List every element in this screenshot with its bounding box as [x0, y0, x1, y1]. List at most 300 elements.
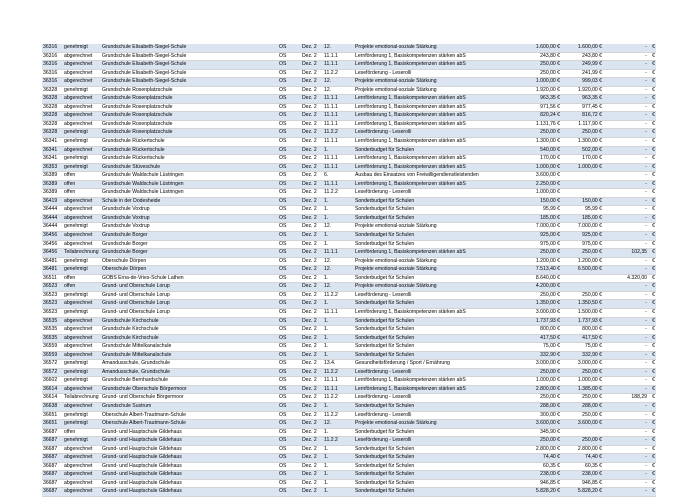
row-measure: Projekte emotional-soziale Stärkung: [354, 78, 502, 87]
funding-table: [42, 44, 656, 497]
row-measure: Sonderbudget für Schulen: [354, 471, 502, 480]
row-paid: -: [603, 78, 648, 87]
row-code: 11.2.2: [323, 368, 354, 377]
row-approved: 963,35 €: [561, 95, 603, 104]
row-status: abgerechnet: [63, 206, 101, 215]
row-type: OS: [278, 454, 301, 463]
row-requested: 250,00 €: [502, 61, 561, 70]
row-approved: 250,00 €: [561, 368, 603, 377]
row-month: Dez. 2: [301, 138, 323, 147]
row-month: Dez. 2: [301, 112, 323, 121]
row-status: abgerechnet: [63, 488, 101, 497]
row-approved: 2.800,00 €: [561, 445, 603, 454]
row-paid: -: [603, 69, 648, 78]
table-row: [42, 428, 656, 437]
row-type: OS: [278, 377, 301, 386]
row-currency: €: [648, 206, 656, 215]
row-id: 36353: [42, 163, 63, 172]
row-code: 1.: [323, 232, 354, 241]
row-status: offen: [63, 283, 101, 292]
row-requested: 1.300,00 €: [502, 138, 561, 147]
row-type: OS: [278, 283, 301, 292]
row-currency: €: [648, 52, 656, 61]
row-requested: 1.000,00 €: [502, 377, 561, 386]
row-status: Teilabrechnung: [63, 249, 101, 258]
table-row: [42, 44, 656, 52]
row-code: 12.: [323, 257, 354, 266]
row-currency: €: [648, 445, 656, 454]
row-code: 11.1.1: [323, 61, 354, 70]
row-status: abgerechnet: [63, 95, 101, 104]
row-id: 36316: [42, 44, 63, 52]
row-id: 36316: [42, 52, 63, 61]
row-month: Dez. 2: [301, 385, 323, 394]
row-id: 36523: [42, 300, 63, 309]
row-approved: 417,50 €: [561, 334, 603, 343]
row-approved: 1.350,50 €: [561, 300, 603, 309]
row-requested: 971,56 €: [502, 103, 561, 112]
row-type: OS: [278, 274, 301, 283]
row-currency: €: [648, 44, 656, 52]
row-requested: 975,00 €: [502, 240, 561, 249]
row-currency: €: [648, 300, 656, 309]
table-row: [42, 326, 656, 335]
row-measure: Sonderbudget für Schulen: [354, 462, 502, 471]
row-paid: -: [603, 437, 648, 446]
row-school: Amandusschule, Grundschule: [101, 360, 278, 369]
row-id: 36444: [42, 214, 63, 223]
row-month: Dez. 2: [301, 291, 323, 300]
row-month: Dez. 2: [301, 360, 323, 369]
row-id: 36328: [42, 112, 63, 121]
row-id: 36389: [42, 180, 63, 189]
row-school: Grundschule Rosenplatzschule: [101, 95, 278, 104]
row-code: 11.1.1: [323, 52, 354, 61]
row-requested: 540,00 €: [502, 146, 561, 155]
row-requested: 1.131,76 €: [502, 120, 561, 129]
row-type: OS: [278, 402, 301, 411]
row-approved: [561, 283, 603, 292]
row-paid: -: [603, 317, 648, 326]
row-school: GOBS Erna-de-Vries-Schule Lathen: [101, 274, 278, 283]
row-currency: €: [648, 197, 656, 206]
row-status: genehmigt: [63, 129, 101, 138]
table-row: [42, 351, 656, 360]
row-paid: -: [603, 420, 648, 429]
row-requested: 250,00 €: [502, 249, 561, 258]
row-paid: -: [603, 471, 648, 480]
row-id: 36535: [42, 317, 63, 326]
row-month: Dez. 2: [301, 180, 323, 189]
row-type: OS: [278, 180, 301, 189]
row-requested: 820,24 €: [502, 112, 561, 121]
row-type: OS: [278, 351, 301, 360]
row-code: 1.: [323, 146, 354, 155]
row-month: Dez. 2: [301, 420, 323, 429]
row-currency: €: [648, 61, 656, 70]
row-type: OS: [278, 488, 301, 497]
row-status: abgerechnet: [63, 52, 101, 61]
row-type: OS: [278, 334, 301, 343]
row-school: Grundschule Voxtrup: [101, 223, 278, 232]
row-type: OS: [278, 240, 301, 249]
row-requested: 75,00 €: [502, 343, 561, 352]
row-measure: Sonderbudget für Schulen: [354, 206, 502, 215]
row-school: Grundschule Elisabeth-Siegel-Schule: [101, 61, 278, 70]
row-month: Dez. 2: [301, 334, 323, 343]
row-paid: -: [603, 377, 648, 386]
row-currency: €: [648, 95, 656, 104]
row-currency: €: [648, 112, 656, 121]
row-month: Dez. 2: [301, 479, 323, 488]
row-paid: -: [603, 206, 648, 215]
row-id: 36481: [42, 257, 63, 266]
row-requested: 185,00 €: [502, 214, 561, 223]
row-measure: Lernförderung 1, Basiskompetenzen stärken abS: [354, 249, 502, 258]
row-id: 36316: [42, 78, 63, 87]
row-id: 36456: [42, 249, 63, 258]
row-requested: 170,00 €: [502, 155, 561, 164]
table-row: [42, 488, 656, 497]
row-approved: 999,03 €: [561, 78, 603, 87]
row-requested: 2.800,00 €: [502, 385, 561, 394]
row-type: OS: [278, 385, 301, 394]
row-month: Dez. 2: [301, 146, 323, 155]
row-currency: €: [648, 308, 656, 317]
row-month: Dez. 2: [301, 172, 323, 181]
row-currency: €: [648, 69, 656, 78]
row-status: abgerechnet: [63, 471, 101, 480]
row-measure: Sonderbudget für Schulen: [354, 351, 502, 360]
row-code: 12.: [323, 78, 354, 87]
row-code: 11.1.1: [323, 377, 354, 386]
row-month: Dez. 2: [301, 61, 323, 70]
row-measure: Lernförderung 1, Basiskompetenzen stärken abS: [354, 163, 502, 172]
row-code: 12.: [323, 86, 354, 95]
row-month: Dez. 2: [301, 428, 323, 437]
row-type: OS: [278, 249, 301, 258]
row-approved: [561, 189, 603, 198]
row-id: 36316: [42, 61, 63, 70]
row-school: Grundschule Borger: [101, 232, 278, 241]
row-school: Grund- und Hauptschule Gildehaus: [101, 437, 278, 446]
row-measure: Sonderbudget für Schulen: [354, 428, 502, 437]
row-code: 11.1.1: [323, 155, 354, 164]
row-school: Grundschule Voxtrup: [101, 206, 278, 215]
row-type: OS: [278, 360, 301, 369]
row-currency: €: [648, 377, 656, 386]
row-id: 36535: [42, 334, 63, 343]
row-school: Grund- und Oberschule Lorup: [101, 308, 278, 317]
row-code: 1.: [323, 454, 354, 463]
row-paid: -: [603, 223, 648, 232]
row-paid: -: [603, 385, 648, 394]
row-month: Dez. 2: [301, 368, 323, 377]
row-requested: 1.000,00 €: [502, 163, 561, 172]
row-requested: 250,00 €: [502, 291, 561, 300]
row-id: 36328: [42, 95, 63, 104]
row-measure: Projekte emotional-soziale Stärkung: [354, 44, 502, 52]
row-id: 36444: [42, 206, 63, 215]
row-requested: 332,90 €: [502, 351, 561, 360]
row-type: OS: [278, 129, 301, 138]
row-measure: Sonderbudget für Schulen: [354, 454, 502, 463]
row-code: 11.1.1: [323, 120, 354, 129]
row-approved: 250,00 €: [561, 437, 603, 446]
row-status: genehmigt: [63, 308, 101, 317]
row-measure: Sonderbudget für Schulen: [354, 146, 502, 155]
row-id: 36419: [42, 197, 63, 206]
row-code: 11.1.1: [323, 138, 354, 147]
table-row: [42, 146, 656, 155]
row-measure: Sonderbudget für Schulen: [354, 445, 502, 454]
row-paid: -: [603, 479, 648, 488]
row-month: Dez. 2: [301, 437, 323, 446]
row-code: 11.2.2: [323, 189, 354, 198]
row-type: OS: [278, 471, 301, 480]
row-measure: Lernförderung 1, Basiskompetenzen stärken abS: [354, 120, 502, 129]
row-month: Dez. 2: [301, 232, 323, 241]
row-id: 36511: [42, 274, 63, 283]
row-currency: €: [648, 172, 656, 181]
row-code: 1.: [323, 343, 354, 352]
row-approved: 1.300,00 €: [561, 138, 603, 147]
row-month: Dez. 2: [301, 274, 323, 283]
row-measure: Sonderbudget für Schulen: [354, 402, 502, 411]
row-measure: Leseförderung - Leserolli: [354, 368, 502, 377]
row-school: Grundschule Rosenplatzschule: [101, 112, 278, 121]
row-paid: -: [603, 61, 648, 70]
row-currency: €: [648, 155, 656, 164]
row-approved: 185,00 €: [561, 214, 603, 223]
row-type: OS: [278, 428, 301, 437]
row-paid: -: [603, 360, 648, 369]
table-row: [42, 223, 656, 232]
table-row: [42, 52, 656, 61]
row-status: genehmigt: [63, 86, 101, 95]
row-approved: 816,72 €: [561, 112, 603, 121]
row-requested: 1.350,00 €: [502, 300, 561, 309]
row-measure: Leseförderung - Leserolli: [354, 129, 502, 138]
row-status: abgerechnet: [63, 120, 101, 129]
row-paid: -: [603, 163, 648, 172]
row-code: 11.1.1: [323, 95, 354, 104]
row-type: OS: [278, 394, 301, 403]
row-currency: €: [648, 129, 656, 138]
row-status: genehmigt: [63, 257, 101, 266]
row-paid: -: [603, 283, 648, 292]
row-id: 36328: [42, 120, 63, 129]
row-school: Grund- und Hauptschule Gildehaus: [101, 454, 278, 463]
row-type: OS: [278, 86, 301, 95]
row-approved: [561, 172, 603, 181]
row-approved: 241,99 €: [561, 69, 603, 78]
row-type: OS: [278, 172, 301, 181]
row-type: OS: [278, 300, 301, 309]
row-status: genehmigt: [63, 420, 101, 429]
row-measure: Lernförderung 1, Basiskompetenzen stärken abS: [354, 61, 502, 70]
row-paid: -: [603, 368, 648, 377]
row-currency: €: [648, 428, 656, 437]
row-code: 1.: [323, 402, 354, 411]
row-measure: Lernförderung 1, Basiskompetenzen stärken abS: [354, 52, 502, 61]
row-code: 12.: [323, 223, 354, 232]
table-row: [42, 437, 656, 446]
table-row: [42, 163, 656, 172]
row-currency: €: [648, 420, 656, 429]
row-paid: -: [603, 155, 648, 164]
row-paid: -: [603, 308, 648, 317]
row-month: Dez. 2: [301, 249, 323, 258]
row-month: Dez. 2: [301, 44, 323, 52]
row-month: Dez. 2: [301, 326, 323, 335]
row-id: 36456: [42, 240, 63, 249]
row-paid: -: [603, 129, 648, 138]
row-month: Dez. 2: [301, 197, 323, 206]
row-approved: 3.000,00 €: [561, 360, 603, 369]
row-school: Grundschule Mittelkanalschule: [101, 351, 278, 360]
row-approved: 1.500,00 €: [561, 308, 603, 317]
row-status: abgerechnet: [63, 334, 101, 343]
row-school: Grund- und Oberschule Lorup: [101, 283, 278, 292]
row-approved: 975,00 €: [561, 240, 603, 249]
row-code: 12.: [323, 283, 354, 292]
table-row: [42, 138, 656, 147]
row-status: genehmigt: [63, 44, 101, 52]
row-type: OS: [278, 155, 301, 164]
row-approved: 1.920,00 €: [561, 86, 603, 95]
row-approved: 74,40 €: [561, 454, 603, 463]
table-row: [42, 377, 656, 386]
row-requested: 925,00 €: [502, 232, 561, 241]
row-id: 36614: [42, 385, 63, 394]
row-currency: €: [648, 232, 656, 241]
row-id: 36328: [42, 103, 63, 112]
row-code: 1.: [323, 488, 354, 497]
row-paid: -: [603, 240, 648, 249]
row-id: 36687: [42, 437, 63, 446]
row-id: 36559: [42, 343, 63, 352]
row-requested: 3.600,00 €: [502, 420, 561, 429]
row-month: Dez. 2: [301, 300, 323, 309]
row-requested: 8.640,00 €: [502, 274, 561, 283]
row-status: abgerechnet: [63, 326, 101, 335]
row-requested: 250,00 €: [502, 368, 561, 377]
row-id: 36389: [42, 189, 63, 198]
row-paid: -: [603, 300, 648, 309]
row-status: abgerechnet: [63, 232, 101, 241]
row-type: OS: [278, 197, 301, 206]
row-approved: 925,00 €: [561, 232, 603, 241]
table-row: [42, 180, 656, 189]
row-school: Grund- und Oberschule Börgermoor: [101, 394, 278, 403]
row-measure: Leseförderung - Leserolli: [354, 189, 502, 198]
row-currency: €: [648, 78, 656, 87]
row-paid: -: [603, 172, 648, 181]
table-row: [42, 189, 656, 198]
table-row: [42, 206, 656, 215]
table-row: [42, 257, 656, 266]
row-requested: 250,00 €: [502, 437, 561, 446]
row-school: Grundschule Oberschule Börgermoor: [101, 385, 278, 394]
row-paid: -: [603, 462, 648, 471]
row-school: Grundschule Bernhardschule: [101, 377, 278, 386]
table-row: [42, 120, 656, 129]
row-measure: Projekte emotional-soziale Stärkung: [354, 266, 502, 275]
row-requested: 800,00 €: [502, 326, 561, 335]
row-requested: 2.250,00 €: [502, 180, 561, 189]
row-school: Grundschule Kirchschule: [101, 334, 278, 343]
row-paid: -: [603, 351, 648, 360]
row-type: OS: [278, 138, 301, 147]
row-school: Schule in der Dodesheide: [101, 197, 278, 206]
table-row: [42, 197, 656, 206]
row-approved: 250,00 €: [561, 291, 603, 300]
table-row: [42, 232, 656, 241]
row-code: 6.: [323, 172, 354, 181]
table-row: [42, 420, 656, 429]
row-id: 36687: [42, 428, 63, 437]
table-row: [42, 155, 656, 164]
row-month: Dez. 2: [301, 163, 323, 172]
row-measure: Sonderbudget für Schulen: [354, 334, 502, 343]
row-paid: -: [603, 214, 648, 223]
row-requested: 250,00 €: [502, 394, 561, 403]
row-school: Grundschule Mittelkanalschule: [101, 343, 278, 352]
row-code: 1.: [323, 334, 354, 343]
row-requested: 7.000,00 €: [502, 223, 561, 232]
row-currency: €: [648, 471, 656, 480]
row-type: OS: [278, 232, 301, 241]
row-measure: Projekte emotional-soziale Stärkung: [354, 223, 502, 232]
row-status: abgerechnet: [63, 214, 101, 223]
row-requested: 243,80 €: [502, 52, 561, 61]
row-measure: Lernförderung 1, Basiskompetenzen stärken abS: [354, 385, 502, 394]
row-id: 36341: [42, 155, 63, 164]
table-row: [42, 445, 656, 454]
row-status: abgerechnet: [63, 103, 101, 112]
row-id: 36572: [42, 368, 63, 377]
row-currency: €: [648, 283, 656, 292]
row-paid: -: [603, 454, 648, 463]
row-type: OS: [278, 189, 301, 198]
row-approved: 288,00 €: [561, 402, 603, 411]
row-code: 11.1.1: [323, 163, 354, 172]
row-approved: 150,00 €: [561, 197, 603, 206]
row-type: OS: [278, 112, 301, 121]
row-paid: -: [603, 402, 648, 411]
row-paid: -: [603, 428, 648, 437]
row-school: Grundschule Rosenplatzschule: [101, 129, 278, 138]
row-status: offen: [63, 180, 101, 189]
row-type: OS: [278, 44, 301, 52]
row-requested: 3.600,00 €: [502, 172, 561, 181]
row-approved: 250,00 €: [561, 394, 603, 403]
row-approved: 170,00 €: [561, 155, 603, 164]
row-paid: -: [603, 291, 648, 300]
table-row: [42, 462, 656, 471]
row-month: Dez. 2: [301, 411, 323, 420]
row-currency: €: [648, 180, 656, 189]
row-approved: 249,99 €: [561, 61, 603, 70]
row-currency: €: [648, 214, 656, 223]
row-month: Dez. 2: [301, 69, 323, 78]
row-measure: Sonderbudget für Schulen: [354, 488, 502, 497]
row-paid: -: [603, 180, 648, 189]
row-approved: 1.117,90 €: [561, 120, 603, 129]
row-requested: 1.737,93 €: [502, 317, 561, 326]
row-id: 36559: [42, 351, 63, 360]
